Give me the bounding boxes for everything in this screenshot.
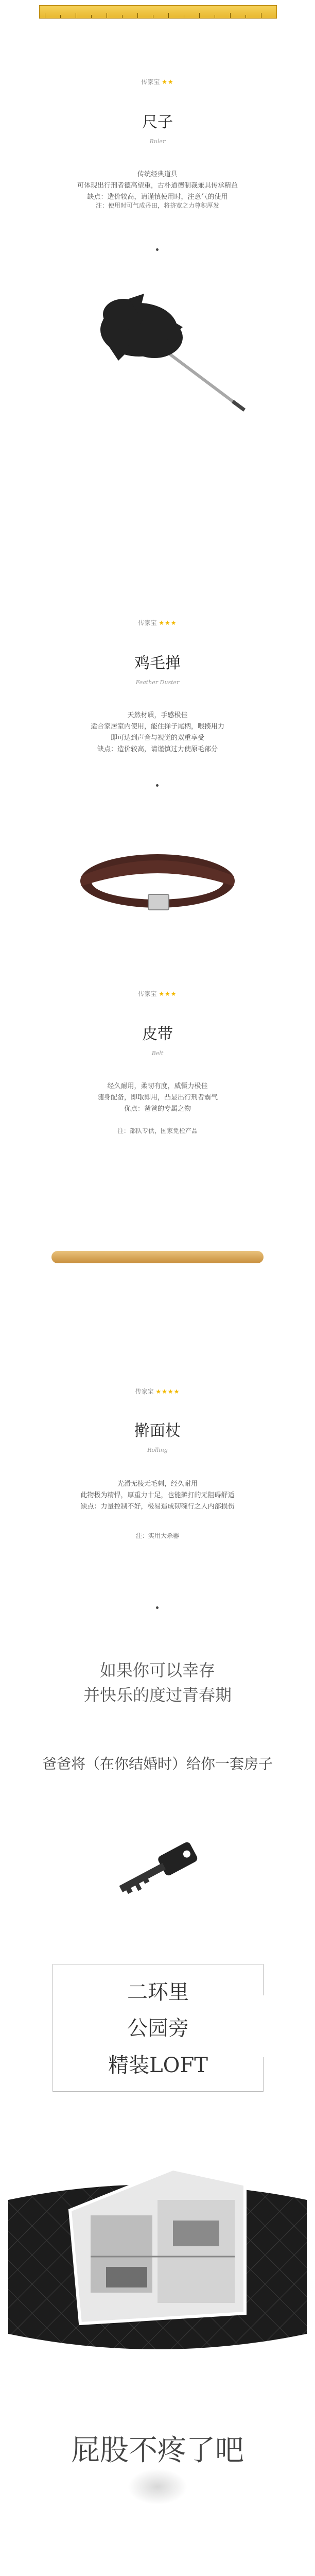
feather-duster-image	[98, 289, 247, 417]
question-line: 如果你可以幸存	[99, 1660, 215, 1680]
loft-line: 公园旁	[127, 2016, 189, 2040]
desc-line: 此物极为精悍，厚重力十足，也能擀打的无阻碍舒适	[80, 1492, 235, 1499]
blur-shadow	[128, 2469, 187, 2505]
item-description	[0, 1479, 315, 1513]
item-subtitle: Ruler	[149, 138, 166, 145]
item-rating	[0, 77, 315, 86]
star-rating-icon: ★★★★	[155, 1388, 180, 1395]
desc-line: 缺点：力量控制不好，极易造成韧碗行之人内部损伤	[80, 1503, 235, 1511]
desc-line: 光滑无棱无毛刺，经久耐用	[117, 1480, 198, 1488]
item-description	[0, 710, 315, 755]
item-subtitle: Belt	[151, 1050, 164, 1057]
loft-line: 二环里	[127, 1980, 189, 2004]
belt-image	[77, 845, 238, 917]
item-description	[0, 1081, 315, 1115]
loft-line: 精装LOFT	[108, 2054, 208, 2077]
desc-line: 可体现出行刑者德高望重，古朴道德制裁兼具传承精益	[77, 182, 238, 190]
item-title: 尺子	[142, 113, 173, 131]
item-title: 鸡毛掸	[134, 654, 181, 672]
desc-line: 即可达到声音与视觉的双重享受	[110, 734, 204, 742]
rating-label: 传家宝	[141, 78, 160, 86]
item-title: 擀面杖	[134, 1422, 181, 1440]
rolling-pin-image	[51, 1251, 264, 1263]
item-rating	[0, 618, 315, 627]
item-rating	[0, 1387, 315, 1396]
gift-line: 爸爸将（在你结婚时）给你一套房子	[42, 1755, 273, 1772]
desc-line: 适合家居室内使用，能住掸子尾柄，喂揍用力	[90, 723, 224, 731]
item-note: 注：使用时可气成丹田，将挤宽之力尊积厚发	[95, 202, 219, 209]
pillow-house-image	[3, 2138, 312, 2373]
item-description	[0, 169, 315, 203]
item-subtitle: Rolling	[147, 1447, 168, 1453]
desc-line: 随身配备，即取即用，凸显出行刑者霸气	[97, 1094, 218, 1101]
star-rating-icon: ★★	[162, 78, 174, 86]
item-title: 皮带	[142, 1025, 173, 1043]
punchline-text: 屁股不疼了吧	[71, 2434, 244, 2467]
star-rating-icon: ★★★	[159, 990, 177, 997]
desc-line: 缺点：造价较高，请谨慎使用时，注意气的使用	[87, 193, 228, 201]
desc-line: 经久耐用，柔韧有度，威慑力极佳	[107, 1082, 208, 1090]
desc-line: 优点：爸爸的专属之物	[124, 1105, 191, 1113]
key-icon	[106, 1839, 209, 1901]
rating-label: 传家宝	[138, 990, 157, 997]
item-subtitle: Feather Duster	[135, 679, 180, 686]
question-line: 并快乐的度过青春期	[83, 1685, 232, 1705]
item-rating	[0, 989, 315, 998]
rating-label: 传家宝	[138, 619, 157, 626]
rating-label: 传家宝	[135, 1388, 154, 1395]
question-text	[0, 1658, 315, 1707]
item-note: 注：部队专供，国家免检产品	[117, 1127, 198, 1134]
star-rating-icon: ★★★	[159, 619, 177, 626]
loft-frame	[52, 1964, 264, 2092]
ruler-image	[39, 5, 277, 19]
desc-line: 缺点：造价较高，请谨慎过力使原毛部分	[97, 745, 218, 753]
divider-dot	[156, 784, 159, 787]
divider-dot	[156, 248, 159, 251]
desc-line: 传统经典道具	[137, 171, 178, 178]
item-note: 注：实用大杀器	[135, 1532, 179, 1539]
desc-line: 天然材质，手感极佳	[127, 711, 188, 719]
divider-dot	[156, 1606, 159, 1609]
